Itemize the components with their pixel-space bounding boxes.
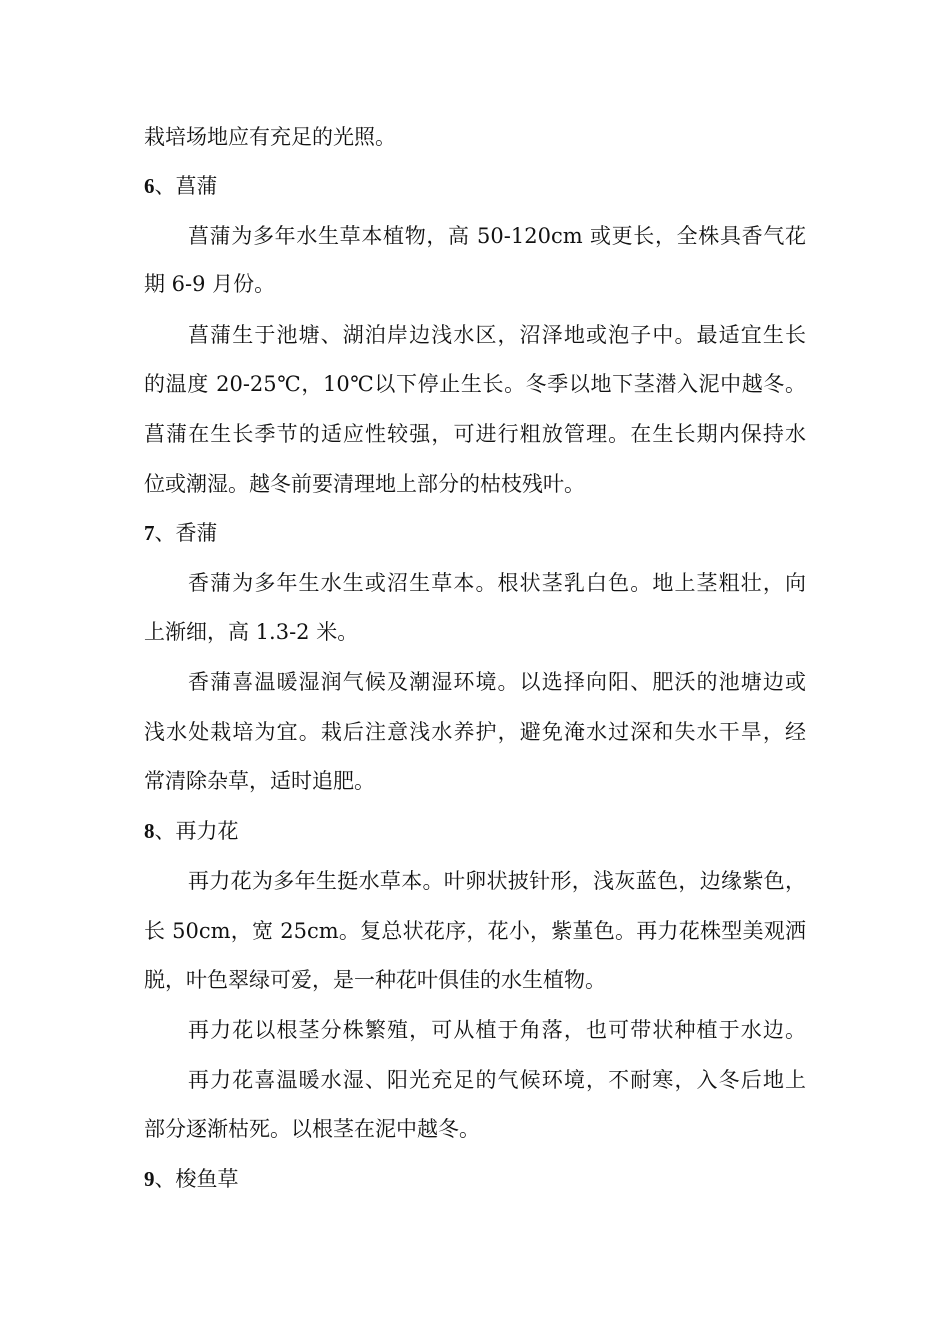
heading-number: 7	[144, 521, 155, 545]
paragraph-line: 栽培场地应有充足的光照。	[144, 125, 396, 149]
heading-title: 梭鱼草	[175, 1167, 239, 1191]
paragraph-line: 上渐细，高 1.3-2 米。	[144, 620, 359, 644]
section-heading-9	[144, 1164, 239, 1194]
section-heading-8	[144, 816, 239, 846]
paragraph-line: 菖蒲在生长季节的适应性较强，可进行粗放管理。在生长期内保持水	[144, 422, 806, 446]
heading-number: 8	[144, 819, 155, 843]
heading-number: 9	[144, 1167, 155, 1191]
paragraph-line: 再力花喜温暖水湿、阳光充足的气候环境，不耐寒，入冬后地上	[188, 1068, 806, 1092]
paragraph-line: 菖蒲为多年水生草本植物，高 50-120cm 或更长，全株具香气花	[188, 224, 806, 248]
paragraph-line: 浅水处栽培为宜。栽后注意浅水养护，避免淹水过深和失水干旱，经	[144, 720, 806, 744]
heading-title: 菖蒲	[175, 174, 218, 198]
section-heading-6	[144, 171, 218, 201]
heading-separator: 、	[154, 521, 176, 545]
paragraph-line: 香蒲喜温暖湿润气候及潮湿环境。以选择向阳、肥沃的池塘边或	[188, 670, 806, 694]
section-heading-7	[144, 518, 218, 548]
paragraph-line: 再力花为多年生挺水草本。叶卵状披针形，浅灰蓝色，边缘紫色，	[188, 869, 806, 893]
heading-title: 香蒲	[175, 521, 218, 545]
paragraph-line: 长 50cm，宽 25cm。复总状花序，花小，紫堇色。再力花株型美观洒	[144, 919, 806, 943]
paragraph-line: 部分逐渐枯死。以根茎在泥中越冬。	[144, 1117, 480, 1141]
heading-separator: 、	[154, 1167, 176, 1191]
heading-number: 6	[144, 174, 155, 198]
heading-separator: 、	[154, 174, 176, 198]
paragraph-line: 期 6-9 月份。	[144, 272, 276, 296]
heading-title: 再力花	[175, 819, 239, 843]
paragraph-line: 位或潮湿。越冬前要清理地上部分的枯枝残叶。	[144, 472, 585, 496]
paragraph-line: 的温度 20-25℃，10℃以下停止生长。冬季以地下茎潜入泥中越冬。	[144, 372, 806, 396]
paragraph-line: 香蒲为多年生水生或沼生草本。根状茎乳白色。地上茎粗壮，向	[188, 571, 806, 595]
paragraph-line: 常清除杂草，适时追肥。	[144, 769, 375, 793]
paragraph-line: 再力花以根茎分株繁殖，可从植于角落，也可带状种植于水边。	[188, 1018, 806, 1042]
paragraph-line: 脱，叶色翠绿可爱，是一种花叶俱佳的水生植物。	[144, 968, 606, 992]
heading-separator: 、	[154, 819, 176, 843]
paragraph-line: 菖蒲生于池塘、湖泊岸边浅水区，沼泽地或泡子中。最适宜生长	[188, 323, 806, 347]
